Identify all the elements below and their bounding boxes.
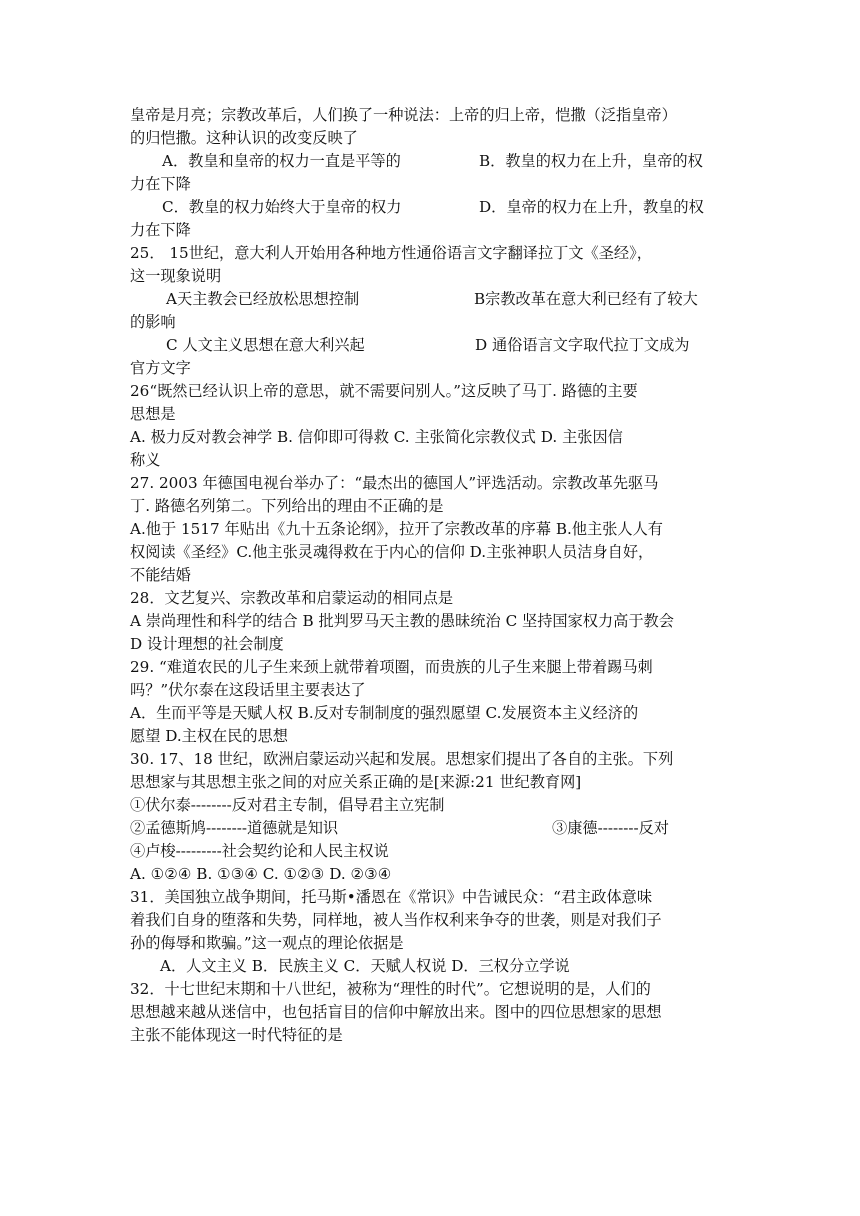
item-1: ①伏尔泰--------反对君主专制，倡导君主立宪制 xyxy=(130,796,445,814)
item-3: ③康德--------反对 xyxy=(552,819,669,837)
question-30: 30. 17、18 世纪，欧洲启蒙运动兴起和发展。思想家们提出了各自的主张。下列 xyxy=(130,750,674,768)
question-25: 25． 15世纪，意大利人开始用各种地方性通俗语言文字翻译拉丁文《圣经》， xyxy=(130,244,652,262)
options-line: 权阅读《圣经》C.他主张灵魂得救在于内心的信仰 D.主张神职人员洁身自好， xyxy=(130,543,654,561)
question-28: 28．文艺复兴、宗教改革和启蒙运动的相同点是 xyxy=(130,589,454,607)
text-line: 思想越来越从迷信中，也包括盲目的信仰中解放出来。图中的四位思想家的思想 xyxy=(130,1003,662,1021)
text-line: 皇帝是月亮；宗教改革后，人们换了一种说法：上帝的归上帝，恺撒（泛指皇帝） xyxy=(130,106,677,124)
options-line: A．生而平等是天赋人权 B.反对专制制度的强烈愿望 C.发展资本主义经济的 xyxy=(130,704,639,722)
text-line: 思想是 xyxy=(130,405,176,423)
text-line: 的影响 xyxy=(130,313,176,331)
question-26: 26“既然已经认识上帝的意思，就不需要问别人。”这反映了马丁. 路德的主要 xyxy=(130,382,638,400)
option-a: A．教皇和皇帝的权力一直是平等的 xyxy=(162,152,401,170)
question-27: 27. 2003 年德国电视台举办了：“最杰出的德国人”评选活动。宗教改革先驱马 xyxy=(130,474,659,492)
text-line: 力在下降 xyxy=(130,221,191,239)
question-29: 29. “难道农民的儿子生来颈上就带着项圈，而贵族的儿子生来腿上带着踢马刺 xyxy=(130,658,653,676)
option-a: A天主教会已经放松思想控制 xyxy=(166,290,360,308)
text-line: 官方文字 xyxy=(130,359,191,377)
text-line: 称义 xyxy=(130,451,161,469)
option-d: D 通俗语言文字取代拉丁文成为 xyxy=(475,336,690,354)
options-line: D 设计理想的社会制度 xyxy=(130,635,284,653)
options-line: A. ①②④ B. ①③④ C. ①②③ D. ②③④ xyxy=(130,865,392,883)
item-2: ②孟德斯鸠--------道德就是知识 xyxy=(130,819,339,837)
option-c: C 人文主义思想在意大利兴起 xyxy=(166,336,365,354)
options-line: 愿望 D.主权在民的思想 xyxy=(130,727,288,745)
options-line: A 崇尚理性和科学的结合 B 批判罗马天主教的愚昧统治 C 坚持国家权力高于教会 xyxy=(130,612,674,630)
text-line: 孙的侮辱和欺骗。”这一观点的理论依据是 xyxy=(130,934,404,952)
text-line: 这一现象说明 xyxy=(130,267,222,285)
options-line: A．人文主义 B．民族主义 C．天赋人权说 D．三权分立学说 xyxy=(160,957,570,975)
options-line: A.他于 1517 年贴出《九十五条论纲》，拉开了宗教改革的序幕 B.他主张人人有 xyxy=(130,520,663,538)
item-4: ④卢梭---------社会契约论和人民主权说 xyxy=(130,842,389,860)
options-line: A. 极力反对教会神学 B. 信仰即可得救 C. 主张简化宗教仪式 D. 主张因信 xyxy=(130,428,623,446)
option-d: D．皇帝的权力在上升，教皇的权 xyxy=(479,198,704,216)
text-line: 吗？”伏尔泰在这段话里主要表达了 xyxy=(130,681,366,699)
question-32: 32．十七世纪末期和十八世纪，被称为“理性的时代”。它想说明的是，人们的 xyxy=(130,980,651,998)
option-b: B宗教改革在意大利已经有了较大 xyxy=(474,290,698,308)
text-line: 力在下降 xyxy=(130,175,191,193)
option-c: C．教皇的权力始终大于皇帝的权力 xyxy=(162,198,402,216)
option-b: B．教皇的权力在上升，皇帝的权 xyxy=(479,152,703,170)
text-line: 丁. 路德名列第二。下列给出的理由不正确的是 xyxy=(130,497,444,515)
text-line: 思想家与其思想主张之间的对应关系正确的是[来源:21 世纪教育网] xyxy=(130,773,582,791)
text-line: 的归恺撒。这种认识的改变反映了 xyxy=(130,129,358,147)
text-line: 着我们自身的堕落和失势，同样地，被人当作权利来争夺的世袭，则是对我们子 xyxy=(130,911,662,929)
question-31: 31．美国独立战争期间，托马斯•潘恩在《常识》中告诫民众：“君主政体意味 xyxy=(130,888,653,906)
text-line: 主张不能体现这一时代特征的是 xyxy=(130,1026,343,1044)
text-line: 不能结婚 xyxy=(130,566,191,584)
